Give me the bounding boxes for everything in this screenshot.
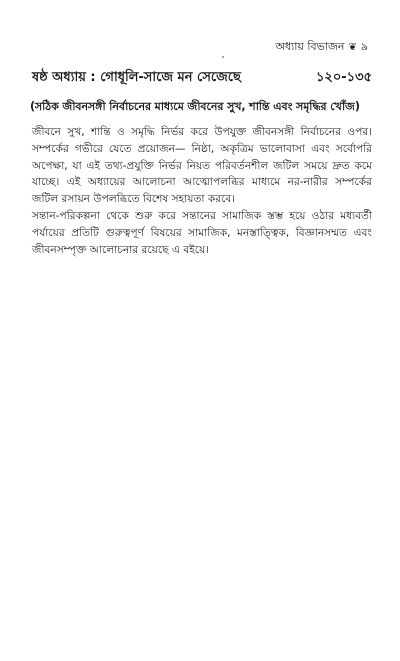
summary-paragraph: সন্তান-পরিকল্পনা থেকে শুরু করে সন্তানের সামাজিক স্তম্ভ হয়ে ওঠার মধ্যবর্তী পর্যায়ের প্রতিটি গুরুত্বপূর্ণ বিষয়ের সামাজিক, মনস্তাত্ত্বিক, বিজ্ঞানসম্মত এবং জীবনসম্পৃক্ত আলোচনার রয়েছে এ বইয়ে। (32, 209, 372, 256)
page-number: ৯ (360, 40, 368, 53)
chapter-subtitle: (সঠিক জীবনসঙ্গী নির্বাচনের মাধ্যমে জীবনের সুখ, শান্তি এবং সমৃদ্ধির খোঁজ) (30, 100, 360, 113)
chapter-summary (32, 124, 372, 258)
leaf-ornament-icon: ❦ (348, 41, 357, 53)
chapter-page-range: ১২০-১৩৫ (315, 70, 372, 85)
header-section-title: অধ্যায় বিভাজন (275, 40, 345, 53)
chapter-title: ষষ্ঠ অধ্যায় : গোধূলি-সাজে মন সেজেছে (32, 70, 241, 85)
running-header (275, 38, 368, 57)
ink-speck (222, 56, 224, 58)
summary-paragraph: জীবনে সুখ, শান্তি ও সমৃদ্ধি নির্ভর করে উপযুক্ত জীবনসঙ্গী নির্বাচনের ওপর। সম্পর্কের গভীরে যেতে প্রয়োজন— নিষ্ঠা, অকৃত্রিম ভালোবাসা এবং সর্বোপরি অপেক্ষা, যা এই তথ্য-প্রযুক্তি নির্ভর নিয়ত পরিবর্তনশীল জটিল সময়ে দ্রুত কমে যাচ্ছে। এই অধ্যায়ের আলোচনা আত্মোপলব্ধির মাধ্যমে নর-নারীর সম্পর্কের জটিল রসায়ন উপলব্ধিতে বিশেষ সহায়তা করবে। (32, 126, 372, 206)
chapter-heading-row (32, 68, 372, 89)
